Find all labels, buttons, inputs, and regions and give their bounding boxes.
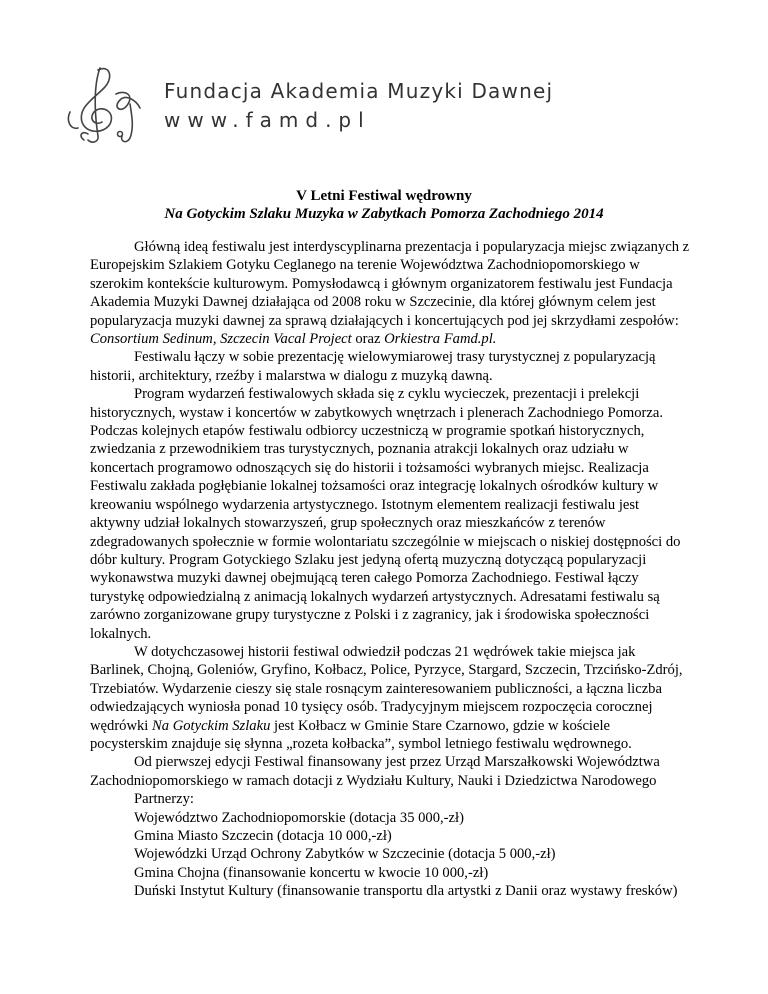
document-subtitle: Na Gotyckim Szlaku Muzyka w Zabytkach Pomorza Zachodniego 2014 [164,206,604,222]
document-body [90,238,690,901]
conjunction-text: oraz [351,331,385,348]
partners-section [90,790,690,900]
ensemble-names: Consortium Sedinum, Szczecin Vacal Project [90,331,352,348]
treble-clef-icon [64,64,154,144]
partner-item: Województwo Zachodniopomorskie (dotacja 35 000,-zł) [134,809,464,826]
document-titles [0,187,768,223]
paragraph-funding: Od pierwszej edycji Festiwal finansowany jest przez Urząd Marszałkowski Województwa Zachodniopomorskiego w ramach dotacji z Wydziału Kultury, Nauki i Dziedzictwa Narodowego [90,754,660,789]
partner-item: Duński Instytut Kultury (finansowanie transportu dla artystki z Danii oraz wystawy fresków) [134,883,678,900]
partners-label: Partnerzy: [134,791,194,808]
letterhead [64,64,684,146]
partner-item: Gmina Miasto Szczecin (dotacja 10 000,-zł) [134,828,392,844]
paragraph-intro-text: Główną ideą festiwalu jest interdyscyplinarna prezentacja i popularyzacja miejsc związanych z Europejskim Szlakiem Gotyku Ceglanego na terenie Województwa Zachodniopomorskiego w szerokim kontekście kulturowym. Pomysłodawcą i głównym organizatorem festiwalu jest Fundacja Akademia Muzyki Dawnej działająca od 2008 roku w Szczecinie, dla której głównym celem jest popularyzacja muzyki dawnej za sprawą działających i koncertujących pod jej skrzydłami zespołów: [90,239,690,329]
paragraph-history [90,643,690,753]
org-name: Fundacja Akademia Muzyki Dawnej [164,79,554,103]
org-url: www.famd.pl [164,108,371,132]
paragraph-history-text: W dotychczasowej historii festiwal odwiedził podczas 21 wędrówek takie miejsca jak Barlinek, Chojną, Goleniów, Gryfino, Kołbacz, Police, Pyrzyce, Stargard, Szczecin, Trzcińsko-Zdrój, Trzebiatów. Wydarzenie cieszy się stale rosnącym zainteresowaniem publiczności, a łączna liczba odwiedzających wyniosła ponad 10 tysięcy osób. Tradycyjnym miejscem rozpoczęcia corocznej wędrówki [90,643,683,734]
paragraph-intro [90,238,690,348]
festival-name-italic: Na Gotyckim Szlaku [152,717,271,734]
document-title: V Letni Festiwal wędrowny [296,188,472,204]
paragraph-concept: Festiwalu łączy w sobie prezentację wielowymiarowej trasy turystycznej z popularyzacją historii, architektury, rzeźby i malarstwa w dialogu z muzyką dawną. [90,349,656,384]
partner-item: Wojewódzki Urząd Ochrony Zabytków w Szczecinie (dotacja 5 000,-zł) [134,846,556,863]
orchestra-name: Orkiestra Famd.pl. [384,331,497,348]
partner-item: Gmina Chojna (finansowanie koncertu w kwocie 10 000,-zł) [134,864,489,881]
paragraph-history-end: jest Kołbacz w Gminie Stare Czarnowo, gdzie w kościele pocysterskim znajduje się słynna „rozeta kołbacka”, symbol letniego festiwalu wędrownego. [90,717,632,752]
paragraph-program: Program wydarzeń festiwalowych składa się z cyklu wycieczek, prezentacji i prelekcji historycznych, wystaw i koncertów w zabytkowych wnętrzach i plenerach Zachodniego Pomorza. Podczas kolejnych etapów festiwalu odbiorcy uczestniczą w programie spotkań historycznych, zwiedzania z przewodnikiem tras turystycznych, poznania atrakcji lokalnych oraz udziału w koncertach programowo odnoszących się do historii i tożsamości wybranych miejsc. Realizacja Festiwalu zakłada pogłębianie lokalnej tożsamości oraz integrację lokalnych ośrodków kultury w kreowaniu wspólnego wydarzenia artystycznego. Istotnym elementem realizacji festiwalu jest aktywny udział lokalnych stowarzyszeń, grup społecznych oraz mieszkańców z terenów zdegradowanych społecznie w formie wolontariatu szczególnie w miejscach o niskiej dostępności do dóbr kultury. Program Gotyckiego Szlaku jest jedyną ofertą muzyczną dotyczącą popularyzacji wykonawstwa muzyki dawnej obejmującą teren całego Pomorza Zachodniego. Festiwal łączy turystykę odpowiedzialną z animacją lokalnych wydarzeń artystycznych. Adresatami festiwalu są zarówno zorganizowane grupy turystyczne z Polski i z zagranicy, jak i środowiska społeczności lokalnych. [90,386,681,642]
